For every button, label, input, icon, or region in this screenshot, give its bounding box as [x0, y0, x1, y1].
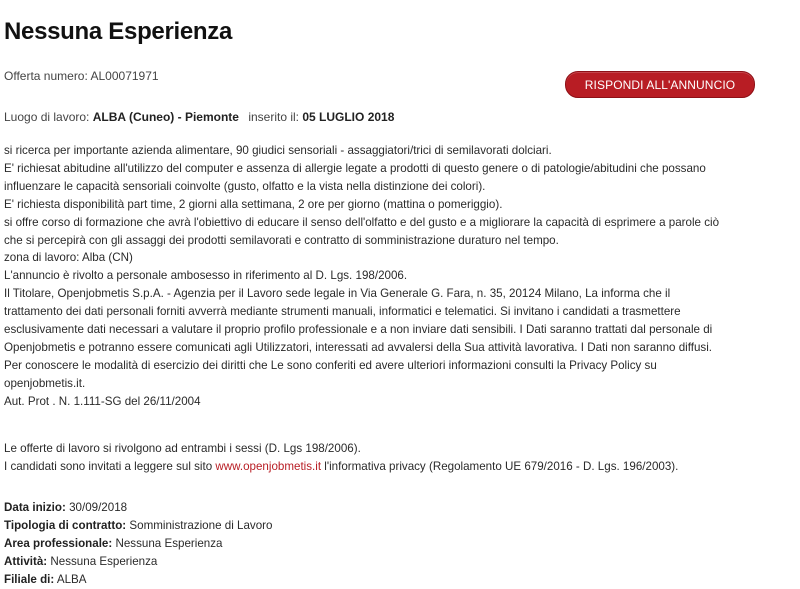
openjobmetis-link[interactable]: www.openjobmetis.it — [215, 459, 322, 473]
detail-value: Nessuna Esperienza — [115, 536, 223, 550]
description-line: zona di lavoro: Alba (CN) — [4, 251, 133, 265]
detail-value: ALBA — [56, 572, 87, 586]
description-line: influenzare le capacità sensoriali coinvolte (gusto, olfatto e la vista nella distinzione dei colori). — [4, 179, 486, 193]
description-line: Aut. Prot . N. 1.111-SG del 26/11/2004 — [4, 394, 201, 408]
detail-row — [4, 499, 272, 517]
detail-row — [4, 553, 272, 571]
location-label: Luogo di lavoro: — [4, 110, 90, 124]
detail-value: Somministrazione di Lavoro — [129, 518, 273, 532]
job-description — [4, 142, 794, 411]
offer-number — [4, 69, 159, 83]
description-line: openjobmetis.it. — [4, 376, 86, 390]
detail-label: Data inizio: — [4, 501, 66, 514]
reply-button[interactable]: RISPONDI ALL'ANNUNCIO — [565, 71, 755, 98]
detail-label: Attività: — [4, 554, 48, 568]
description-line: si offre corso di formazione che avrà l'obiettivo di educare il senso dell'olfatto e del gusto e a migliorare la capacità di esprimere a parole ciò — [4, 215, 720, 229]
description-line: E' richiesat abitudine all'utilizzo del computer e assenza di allergie legate a prodotti di questo genere o di patologie/abitudini che possano — [4, 161, 706, 175]
offer-number-value: AL00071971 — [90, 69, 159, 83]
description-line: Per conoscere le modalità di esercizio dei diritti che Le sono conferiti ed avere ulteriori informazioni consulti la Privacy Policy su — [4, 358, 657, 372]
job-details — [4, 499, 272, 589]
description-line: Openjobmetis e potranno essere comunicati agli Utilizzatori, interessati ad avvalersi della Sua attività lavorativa. I Dati non saranno diffusi. — [4, 340, 713, 354]
description-line: L'annuncio è rivolto a personale ambosesso in riferimento al D. Lgs. 198/2006. — [4, 269, 408, 283]
detail-value: 30/09/2018 — [69, 501, 128, 514]
detail-row — [4, 571, 272, 589]
location-value: ALBA (Cuneo) - Piemonte — [92, 110, 239, 124]
notes-line-2-before: I candidati sono invitati a leggere sul sito — [4, 459, 216, 473]
page-title: Nessuna Esperienza — [4, 18, 233, 45]
detail-row — [4, 517, 272, 535]
detail-label: Filiale di: — [4, 572, 55, 586]
description-line: trattamento dei dati personali forniti avverrà mediante strumenti manuali, informatici e telematici. Si invitano i candidati a trasmettere — [4, 305, 681, 319]
inserted-label: inserito il: — [248, 110, 299, 124]
description-line: si ricerca per importante azienda alimentare, 90 giudici sensoriali - assaggiatori/trici di semilavorati dolciari. — [4, 144, 552, 157]
description-line: che si percepirà con gli assaggi dei prodotti semilavorati e contratto di somministrazione duraturo nel tempo. — [4, 233, 559, 247]
description-line: E' richiesta disponibilità part time, 2 giorni alla settimana, 2 ore per giorno (mattina o pomeriggio). — [4, 197, 503, 211]
inserted-date: 05 LUGLIO 2018 — [302, 110, 395, 124]
notes-line-1: Le offerte di lavoro si rivolgono ad entrambi i sessi (D. Lgs 198/2006). — [4, 442, 361, 455]
detail-row — [4, 535, 272, 553]
detail-label: Tipologia di contratto: — [4, 518, 127, 532]
detail-label: Area professionale: — [4, 536, 113, 550]
detail-value: Nessuna Esperienza — [50, 554, 158, 568]
description-line: Il Titolare, Openjobmetis S.p.A. - Agenzia per il Lavoro sede legale in Via Generale G. Fara, n. 35, 20124 Milano, La informa che il — [4, 287, 671, 301]
offer-number-label: Offerta numero: — [4, 69, 88, 83]
location-line — [4, 110, 394, 124]
notes — [4, 440, 794, 476]
notes-line-2 — [4, 458, 794, 476]
notes-line-2-after: l'informativa privacy (Regolamento UE 679/2016 - D. Lgs. 196/2003). — [321, 459, 679, 473]
description-line: esclusivamente dati necessari a valutare il proprio profilo professionale e a non inviare dati sensibili. I Dati saranno trattati dal personale di — [4, 323, 713, 337]
